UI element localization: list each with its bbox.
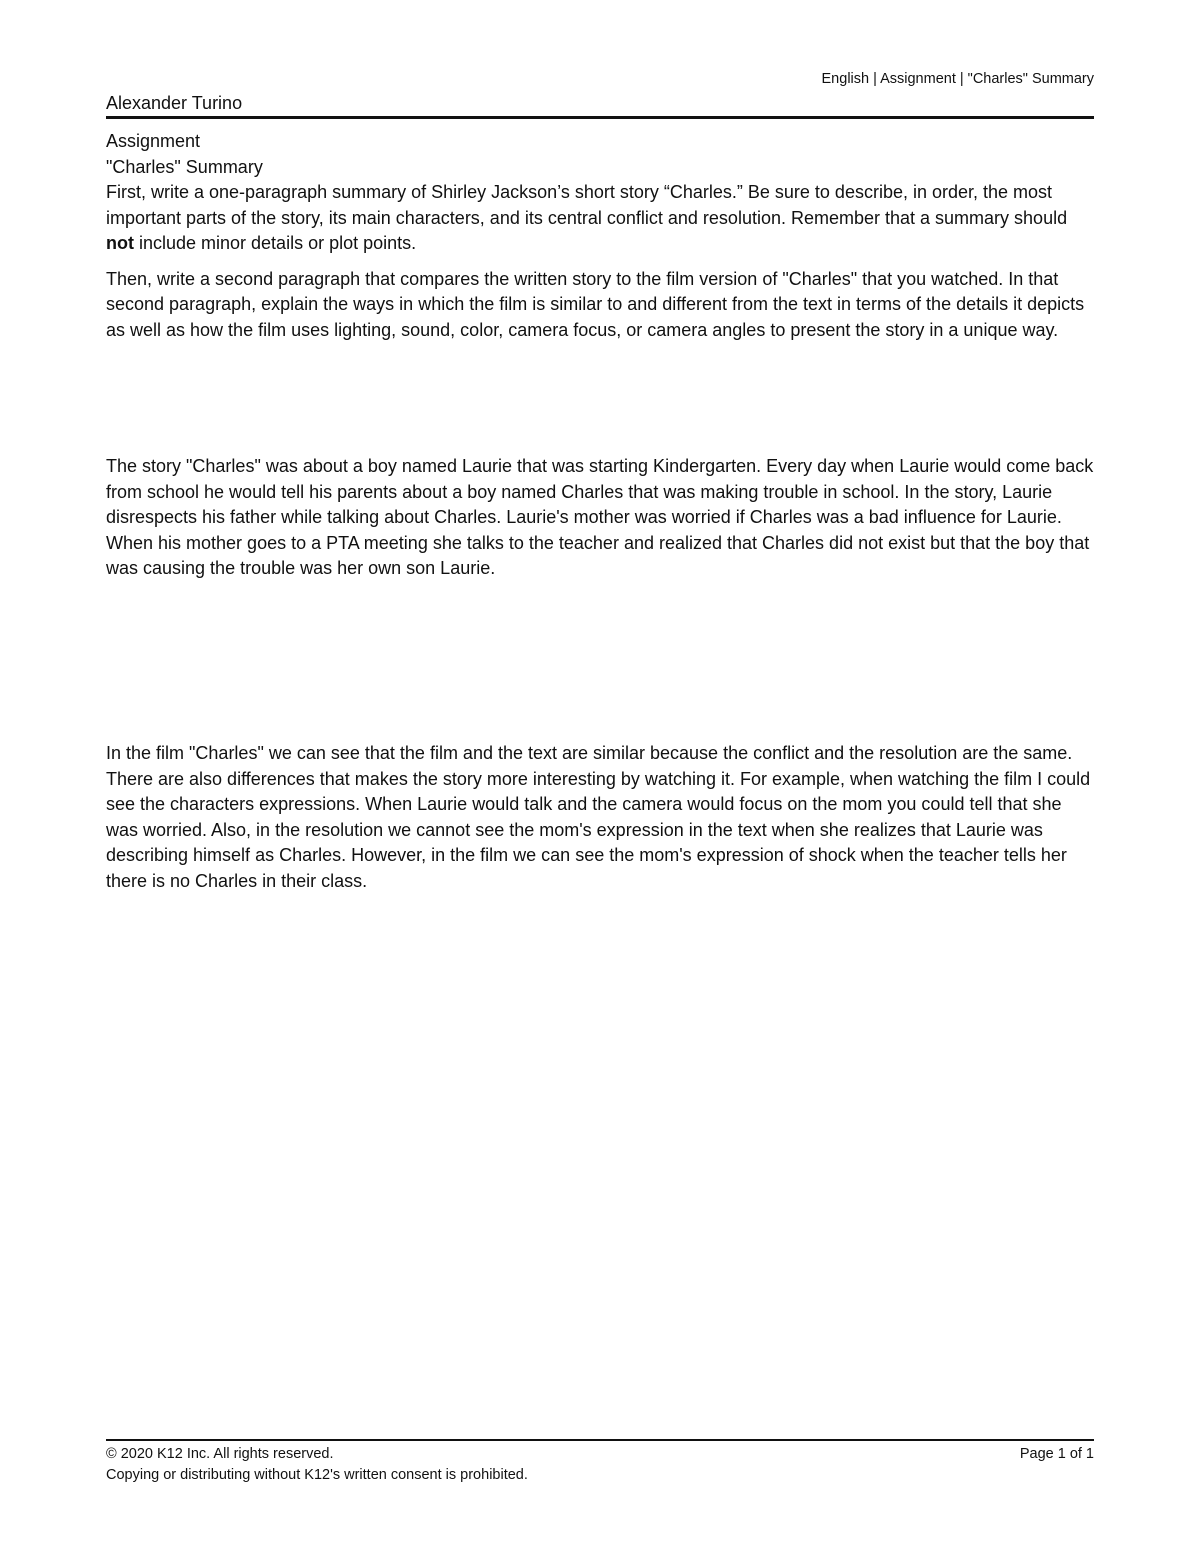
- assignment-label: Assignment: [106, 131, 201, 151]
- document-page: [106, 0, 1094, 1553]
- instructions-1-text-after: include minor details or plot points.: [133, 233, 417, 253]
- footer-divider: [106, 1439, 1094, 1441]
- instructions-1-text-before: First, write a one-paragraph summary of Shirley Jackson’s short story “Charles.” Be sure to describe, in order, the most important parts of the story, its main characters, and its central conflict and resolution. Remember that a summary should: [106, 182, 1068, 228]
- footer-left: [106, 1444, 528, 1486]
- response-paragraph-comparison: In the film "Charles" we can see that the film and the text are similar because the conflict and the resolution are the same. There are also differences that makes the story more interesting by watching it. For example, when watching the film I could see the characters expressions. When Laurie would talk and the camera would focus on the mom you could tell that she was worried. Also, in the resolution we cannot see the mom's expression in the text when she realizes that Laurie was describing himself as Charles. However, in the film we can see the mom's expression of shock when the teacher tells her there is no Charles in their class.: [106, 743, 1091, 891]
- assignment-instructions-1: [106, 180, 1094, 257]
- header-breadcrumb: English | Assignment | "Charles" Summary: [821, 71, 1094, 87]
- footer-page-number: Page 1 of 1: [1019, 1446, 1094, 1462]
- instructions-1-bold-word: not: [106, 233, 134, 253]
- assignment-title: "Charles" Summary: [106, 156, 263, 177]
- assignment-instructions-2: Then, write a second paragraph that compares the written story to the film version of "Charles" that you watched. In that second paragraph, explain the ways in which the film is similar to and different from the text in terms of the details it depicts as well as how the film uses lighting, sound, color, camera focus, or camera angles to present the story in a unique way.: [106, 268, 1085, 340]
- assignment-section: [106, 129, 1094, 343]
- footer-notice: Copying or distributing without K12's written consent is prohibited.: [106, 1467, 528, 1483]
- response-paragraph-summary: The story "Charles" was about a boy named Laurie that was starting Kindergarten. Every day when Laurie would come back from school he would tell his parents about a boy named Charles that was making trouble in school. In the story, Laurie disrespects his father while talking about Charles. Laurie's mother was worried if Charles was a bad influence for Laurie. When his mother goes to a PTA meeting she talks to the teacher and realized that Charles did not exist but that the boy that was causing the trouble was her own son Laurie.: [106, 456, 1094, 578]
- footer-copyright: © 2020 K12 Inc. All rights reserved.: [106, 1446, 334, 1462]
- header-divider: [106, 116, 1094, 119]
- student-name: Alexander Turino: [106, 93, 243, 113]
